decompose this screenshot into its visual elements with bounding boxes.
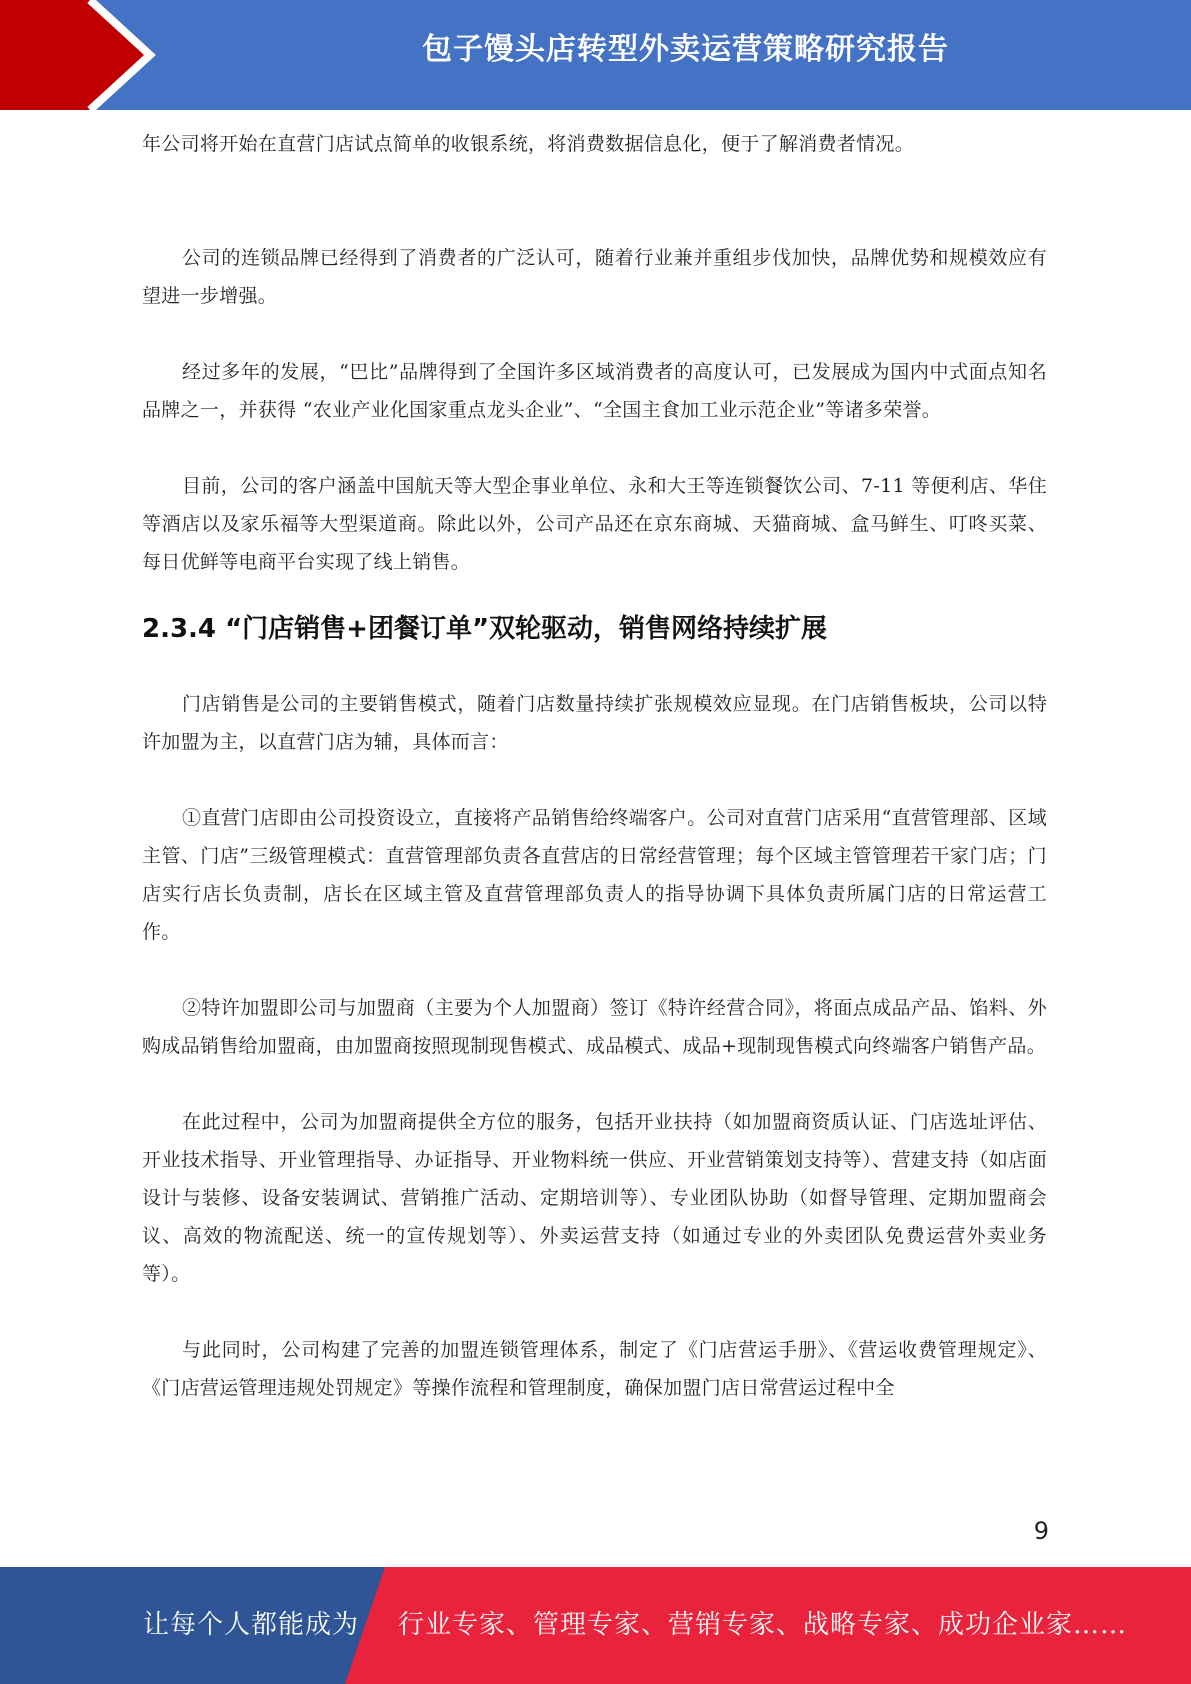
paragraph-customers: 目前，公司的客户涵盖中国航天等大型企事业单位、永和大王等连锁餐饮公司、7-11 等便利店、华住等酒店以及家乐福等大型渠道商。除此以外，公司产品还在京东商城、天猫商城、盒马鲜生、叮咚买菜、每日优鲜等电商平台实现了线上销售。 (142, 475, 1047, 573)
page-header (0, 0, 1191, 110)
document-body (142, 125, 1047, 1407)
footer-slogan-right: 行业专家、管理专家、营销专家、战略专家、成功企业家…… (398, 1610, 1128, 1640)
page-footer (0, 1567, 1191, 1684)
paragraph-babi-brand: 经过多年的发展，“巴比”品牌得到了全国许多区域消费者的高度认可，已发展成为国内中式面点知名品牌之一，并获得 “农业产业化国家重点龙头企业”、“全国主食加工业示范企业”等诸多荣誉。 (142, 361, 1047, 421)
section-heading: 2.3.4 “门店销售+团餐订单”双轮驱动，销售网络持续扩展 (142, 614, 828, 644)
footer-slogan-left: 让每个人都能成为 (143, 1610, 360, 1640)
paragraph-franchise-services: 在此过程中，公司为加盟商提供全方位的服务，包括开业扶持（如加盟商资质认证、门店选址评估、开业技术指导、开业管理指导、办证指导、开业物料统一供应、开业营销策划支持等）、营建支持（如店面设计与装修、设备安装调试、营销推广活动、定期培训等）、专业团队协助（如督导管理、定期加盟商会议、高效的物流配送、统一的宣传规划等）、外卖运营支持（如通过专业的外卖团队免费运营外卖业务等）。 (142, 1111, 1047, 1285)
paragraph-cash-register: 年公司将开始在直营门店试点简单的收银系统，将消费数据信息化，便于了解消费者情况。 (142, 133, 915, 155)
paragraph-management-system: 与此同时，公司构建了完善的加盟连锁管理体系，制定了《门店营运手册》、《营运收费管理规定》、《门店营运管理违规处罚规定》等操作流程和管理制度，确保加盟门店日常营运过程中全 (142, 1339, 1047, 1399)
paragraph-brand-recognition: 公司的连锁品牌已经得到了消费者的广泛认可，随着行业兼并重组步伐加快，品牌优势和规模效应有望进一步增强。 (142, 247, 1047, 307)
page-number: 9 (1033, 1517, 1049, 1545)
report-title: 包子馒头店转型外卖运营策略研究报告 (422, 32, 949, 67)
paragraph-direct-stores: ①直营门店即由公司投资设立，直接将产品销售给终端客户。公司对直营门店采用“直营管理部、区域主管、门店”三级管理模式：直营管理部负责各直营店的日常经营管理；每个区域主管管理若干家门店；门店实行店长负责制，店长在区域主管及直营管理部负责人的指导协调下具体负责所属门店的日常运营工作。 (142, 807, 1047, 943)
paragraph-franchise: ②特许加盟即公司与加盟商（主要为个人加盟商）签订《特许经营合同》，将面点成品产品、馅料、外购成品销售给加盟商，由加盟商按照现制现售模式、成品模式、成品+现制现售模式向终端客户销售产品。 (142, 997, 1047, 1057)
paragraph-store-sales: 门店销售是公司的主要销售模式，随着门店数量持续扩张规模效应显现。在门店销售板块，公司以特许加盟为主，以直营门店为辅，具体而言： (142, 693, 1047, 753)
